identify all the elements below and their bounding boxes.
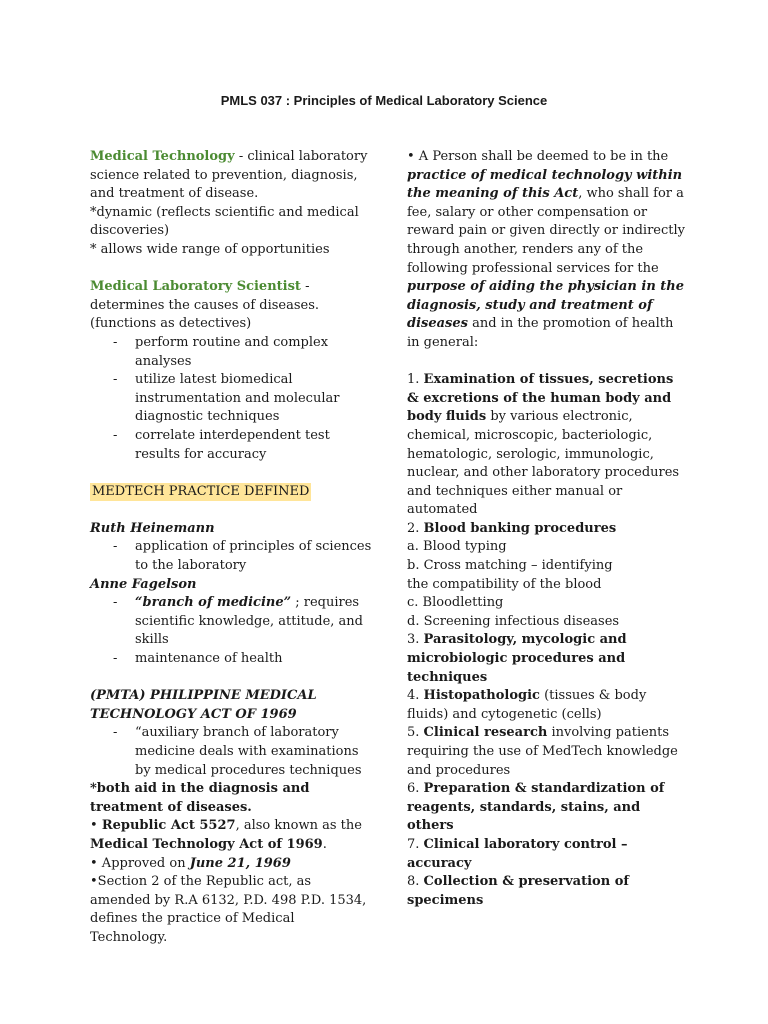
service-item: 3. Parasitology, mycologic and microbiologic procedures and techniques xyxy=(407,632,627,685)
section2-line: •Section 2 of the Republic act, as amended by R.A 6132, P.D. 498 P.D. 1534, defines the practice of Medical Technology. xyxy=(90,874,367,945)
service-item: 8. Collection & preservation of specimens xyxy=(407,874,629,908)
service-item: 1. Examination of tissues, secretions & excretions of the human body and body fluids by various electronic, chemical, microscopic, bacteriologic, hematologic, serologic, immunologic, nuclear, and other laboratory procedures and techniques either manual or automated xyxy=(407,372,680,518)
service-item: 7. Clinical laboratory control – accuracy xyxy=(407,836,628,871)
service-item: 6. Preparation & standardization of reagents, standards, stains, and others xyxy=(407,781,665,834)
list-item: - maintenance of health xyxy=(135,650,372,669)
sub-item: the compatibility of the blood xyxy=(407,576,602,592)
service-item: 2. Blood banking procedures xyxy=(407,520,617,536)
sub-item: b. Cross matching – identifying xyxy=(407,558,613,574)
sub-item: d. Screening infectious diseases xyxy=(407,613,620,629)
practice-intro: • A Person shall be deemed to be in the practice of medical technology within the meaning of this Act, who shall for a fee, salary or other compensation or reward pain or given directly or indirectly through another, renders any of the following professional services for the purpose of aiding the physician in the diagnosis, study and treatment of diseases and in the promotion of health in general: xyxy=(407,149,686,350)
list-item: - “auxiliary branch of laboratory medicine deals with examinations by medical procedures techniques xyxy=(135,724,372,780)
mls-term: Medical Laboratory Scientist xyxy=(90,279,301,295)
page-title: PMLS 037 : Principles of Medical Laboratory Science xyxy=(220,93,548,108)
fagelson-list xyxy=(90,594,372,668)
both-aid-note: *both aid in the diagnosis and treatment of diseases. xyxy=(90,781,310,815)
medtech-point: * allows wide range of opportunities xyxy=(90,241,330,257)
pmta-list xyxy=(90,724,372,780)
service-item: 5. Clinical research involving patients requiring the use of MedTech knowledge and procedures xyxy=(407,725,678,778)
sub-item: a. Blood typing xyxy=(407,539,507,555)
left-column xyxy=(90,148,372,948)
list-item: - perform routine and complex analyses xyxy=(135,334,372,371)
heinemann-name: Ruth Heinemann xyxy=(90,520,215,536)
list-item: - “branch of medicine” ; requires scientific knowledge, attitude, and skills xyxy=(135,594,372,650)
approved-line: • Approved on June 21, 1969 xyxy=(90,855,291,871)
republic-act-line: • Republic Act 5527, also known as the Medical Technology Act of 1969. xyxy=(90,818,362,852)
list-item: - utilize latest biomedical instrumentation and molecular diagnostic techniques xyxy=(135,371,372,427)
mls-def-line: determines the causes of diseases. xyxy=(90,297,320,313)
medtech-point: *dynamic (reflects scientific and medical discoveries) xyxy=(90,204,359,239)
heinemann-list xyxy=(90,538,372,575)
mls-list xyxy=(90,334,372,464)
fagelson-name: Anne Fagelson xyxy=(90,576,197,592)
list-item: - correlate interdependent test results for accuracy xyxy=(135,427,372,464)
right-column xyxy=(407,148,685,910)
sub-item: c. Bloodletting xyxy=(407,595,504,611)
pmta-heading: (PMTA) PHILIPPINE MEDICAL TECHNOLOGY ACT OF 1969 xyxy=(90,688,317,722)
mls-definition: Medical Laboratory Scientist - xyxy=(90,279,310,295)
list-item: - application of principles of sciences to the laboratory xyxy=(135,538,372,575)
mls-def-line: (functions as detectives) xyxy=(90,316,252,332)
practice-heading: MEDTECH PRACTICE DEFINED xyxy=(90,483,311,502)
medtech-definition: Medical Technology - clinical laboratory science related to prevention, diagnosis, and treatment of disease. xyxy=(90,149,368,202)
service-item: 4. Histopathologic (tissues & body fluids) and cytogenetic (cells) xyxy=(407,688,647,722)
medtech-term: Medical Technology xyxy=(90,149,235,164)
